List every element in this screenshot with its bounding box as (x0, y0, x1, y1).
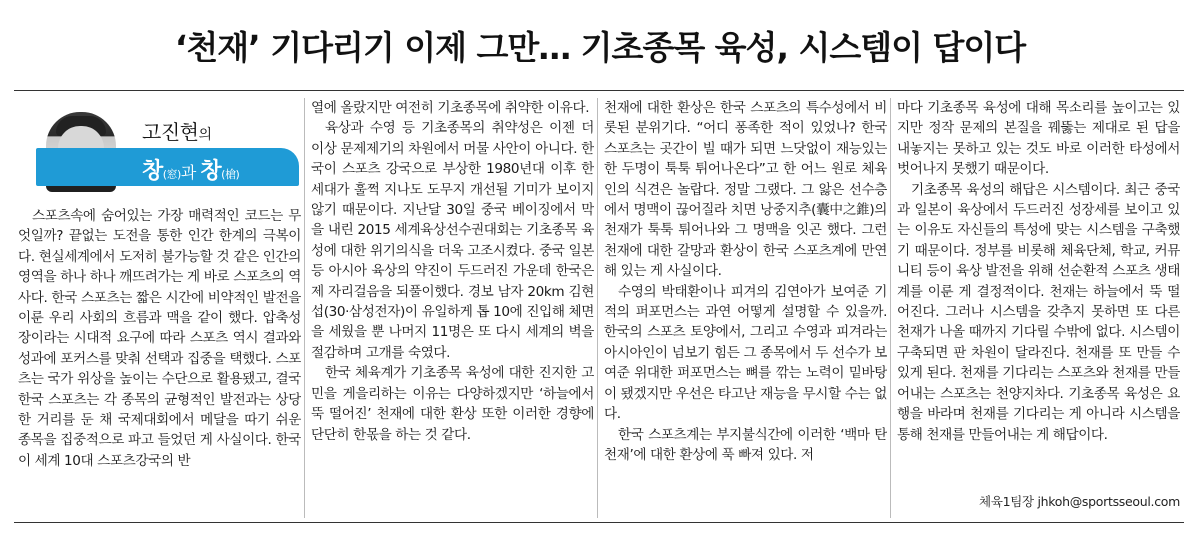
article-column-4 (897, 98, 1180, 490)
column-header-box (18, 104, 301, 196)
paragraph: 한국 체육계가 기초종목 육성에 대한 진지한 고민을 게을리하는 이유는 다양하겠지만 ‘하늘에서 뚝 떨어진’ 천재에 대한 환상 또한 이러한 경향에 단단히 한몫을 하는 것 같다. (311, 365, 594, 443)
article-column-1 (18, 206, 301, 518)
column-title-mid: 과 (180, 163, 201, 182)
author-name-text: 고진현 (142, 120, 199, 144)
paragraph: 마다 기초종목 육성에 대해 목소리를 높이고는 있지만 정작 문제의 본질을 꿰뚫는 제대로 된 답을 내놓지는 못하고 있는 것도 바로 이러한 타성에서 벗어나지 못했기 때문이다. (897, 100, 1180, 178)
top-rule (14, 90, 1184, 91)
column-divider (597, 98, 598, 518)
article-column-2 (311, 98, 594, 518)
headline: ‘천재’ 기다리기 이제 그만… 기초종목 육성, 시스템이 답이다 (174, 28, 1026, 67)
paragraph: 열에 올랐지만 여전히 기초종목에 취약한 이유다. (311, 100, 590, 116)
bottom-rule (14, 522, 1184, 523)
author-name-suffix: 의 (198, 127, 212, 143)
paragraph: 천재에 대한 환상은 한국 스포츠의 특수성에서 비롯된 분위기다. “어디 퐁족한 적이 있었나? 한국 스포츠는 곳간이 빌 때가 되면 느닷없이 재능있는 한 두명이 툭툭 튀어나온다”고 한 어느 원로 체육인의 식견은 놀랍다. 정말 그랬다. 그 앓은 선수층에서 명맥이 끊어질라 치면 낭중지추(囊中之錐)의 천재가 툭툭 튀어나와 그 명맥을 잇곤 했다. 그런 천재에 대한 갈망과 환상이 한국 스포츠계에 만연해 있는 게 사실이다. (604, 100, 887, 280)
column-divider (890, 98, 891, 518)
paragraph: 수영의 박태환이나 피겨의 김연아가 보여준 기적의 퍼포먼스는 과연 어떻게 설명할 수 있을까. 한국의 스포츠 토양에서, 그리고 수영과 피겨라는 아시아인이 넘보기 힘든 그 종목에서 두 선수가 보여준 위대한 퍼포먼스는 뼈를 깎는 노력이 밑바탕이 됐겠지만 우선은 타고난 재능을 무시할 수는 없다. (604, 283, 887, 423)
paragraph: 기초종목 육성의 해답은 시스템이다. 최근 중국과 일본이 육상에서 두드러진 성장세를 보이고 있는 이유도 자신들의 특성에 맞는 시스템을 구축했기 때문이다. 정부를 비롯해 체육단체, 학교, 커뮤니티 등이 육상 발전을 위해 선순환적 스포츠 생태계를 이룬 게 결정적이다. 천재는 하늘에서 뚝 떨어진다. 그러나 시스템을 갖추지 못하면 또 다른 천재가 나올 때까지 기다릴 수밖에 없다. 시스템이 구축되면 판 차원이 달라진다. 천재를 또 만들 수 있게 된다. 천재를 기다리는 스포츠와 천재를 만들어내는 스포츠는 천양지차다. 기초종목 육성은 요행을 바라며 천재를 기다리는 게 아니라 시스템을 통해 천재를 만들어내는 게 해답이다. (897, 181, 1180, 443)
column-title-hanja1: (窓) (162, 168, 181, 181)
column-title (142, 154, 239, 185)
paragraph: 육상과 수영 등 기초종목의 취약성은 이젠 더 이상 문제제기의 차원에서 머물 사안이 아니다. 한국이 스포츠 강국으로 부상한 1980년대 이후 한 세대가 훌쩍 지나도 도무지 개선될 기미가 보이지 않기 때문이다. 지난달 30일 중국 베이징에서 막을 내린 2015 세계육상선수권대회는 기초종목 육성에 대한 위기의식을 더욱 고조시켰다. 중국 일본 등 아시아 육상의 약진이 두드러진 가운데 한국은 제 자리걸음을 되풀이했다. 경보 남자 20km 김현섭(30·삼성전자)이 유일하게 톱 10에 진입해 체면을 세웠을 뿐 나머지 11명은 또 다시 세계의 벽을 절감하며 고개를 숙였다. (311, 120, 594, 361)
column-divider (304, 98, 305, 518)
column-title-hanja2: (槍) (221, 168, 240, 181)
column-title-part2: 창 (200, 159, 222, 184)
paragraph: 스포츠속에 숨어있는 가장 매력적인 코드는 무엇일까? 끝없는 도전을 통한 인간 한계의 극복이다. 현실세계에서 도저히 불가능할 것 같은 인간의 영역을 하나 하나 깨뜨려가는 게 바로 스포츠의 역사다. 한국 스포츠는 짧은 시간에 비약적인 발전을 이룬 우리 사회의 흐름과 맥을 같이 했다. 압축성장이라는 시대적 요구에 따라 스포츠 역시 결과와 성과에 포커스를 맞춰 선택과 집중을 택했다. 스포츠는 국가 위상을 높이는 수단으로 활용됐고, 결국 한국 스포츠는 각 종목의 균형적인 발전과는 상당한 거리를 둔 채 국제대회에서 메달을 따기 쉬운 종목을 집중적으로 파고 들었던 게 사실이다. 한국이 세계 10대 스포츠강국의 반 (18, 208, 301, 469)
author-name (142, 116, 212, 145)
author-signature: 체육1팀장 jhkoh@sportsseoul.com (979, 494, 1180, 509)
column-title-part1: 창 (142, 159, 163, 184)
article-column-3 (604, 98, 887, 518)
paragraph: 한국 스포츠계는 부지불식간에 이러한 ‘백마 탄 천재’에 대한 환상에 푹 빠져 있다. 저 (604, 426, 887, 463)
